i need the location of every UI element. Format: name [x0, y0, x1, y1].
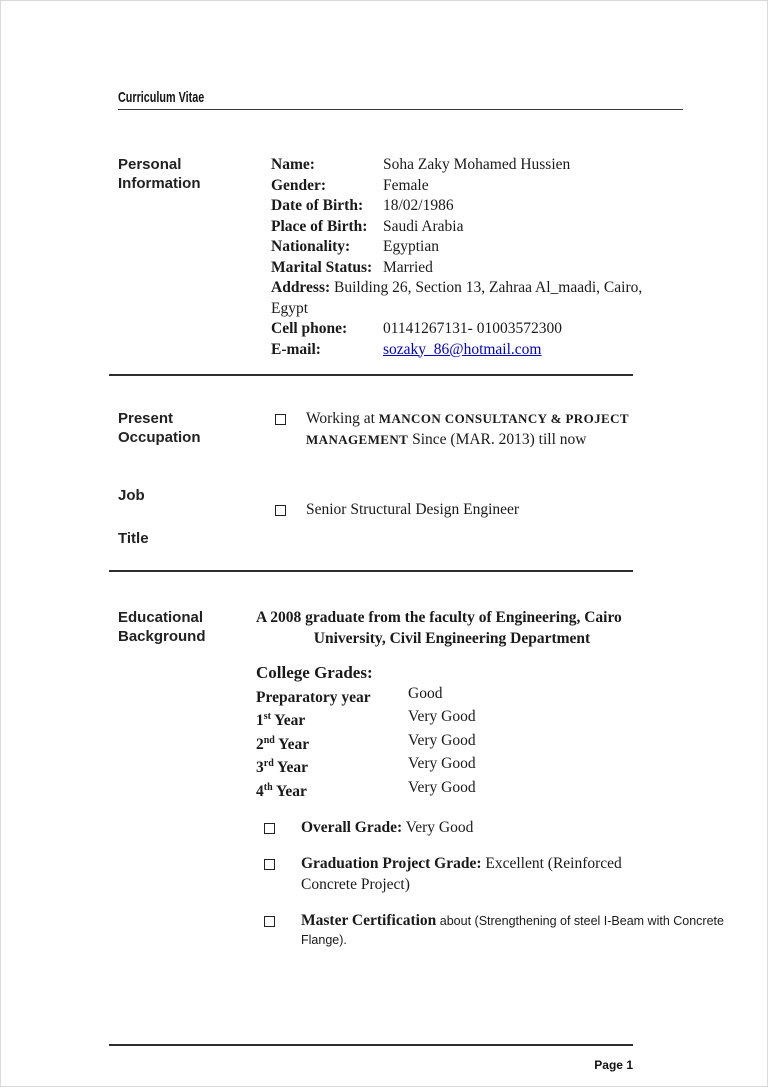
grade-row-year-1: 1st Year Very Good [256, 708, 476, 730]
present-occupation-content [271, 409, 643, 450]
field-address: Address: Building 26, Section 13, Zahraa Al_maadi, Cairo, Egypt [271, 279, 643, 317]
master-certification-item: Master Certification about (Strengthening of steel I-Beam with Concrete Flange). [256, 911, 734, 950]
square-bullet-icon [275, 414, 286, 425]
page-title: Curriculum Vitae [118, 89, 205, 106]
section-divider [109, 570, 633, 572]
graduate-statement: A 2008 graduate from the faculty of Engineering, Cairo University, Civil Engineering Department [256, 609, 622, 647]
grade-row-preparatory: Preparatory year Good [256, 684, 443, 706]
college-grades-heading: College Grades: [256, 663, 373, 682]
overall-grade-item: Overall Grade: Very Good [256, 818, 628, 839]
graduation-project-grade-item: Graduation Project Grade: Excellent (Reinforced Concrete Project) [256, 854, 628, 895]
square-bullet-icon [264, 823, 275, 834]
grade-row-year-4: 4th Year Very Good [256, 779, 476, 801]
field-name: Name: Soha Zaky Mohamed Hussien [271, 156, 571, 173]
educational-background-label: Educational Background [118, 609, 206, 645]
page-number: Page 1 [594, 1058, 633, 1073]
section-educational-background [118, 608, 767, 966]
section-divider [109, 374, 633, 376]
footer-divider [109, 1044, 633, 1046]
field-nationality: Nationality: Egyptian [271, 238, 439, 255]
grade-row-year-2: 2nd Year Very Good [256, 731, 476, 753]
field-marital-status: Marital Status: Married [271, 258, 433, 276]
company-name: MANCON CONSULTANCY & PROJECT MANAGEMENT [306, 411, 629, 447]
grade-row-year-3: 3rd Year Very Good [256, 755, 476, 777]
job-title-label: Job Title [118, 487, 149, 547]
job-title-content [271, 486, 643, 548]
occupation-bullet-item [271, 409, 643, 450]
personal-information-label: Personal Information [118, 156, 201, 192]
square-bullet-icon [275, 505, 286, 516]
job-title-text: Senior Structural Design Engineer [306, 501, 520, 518]
email-link[interactable]: sozaky_86@hotmail.com [383, 340, 542, 358]
field-place-of-birth: Place of Birth: Saudi Arabia [271, 217, 464, 235]
occupation-text: Working at MANCON CONSULTANCY & PROJECT MANAGEMENT Since (MAR. 2013) till now [306, 410, 629, 448]
educational-background-content [256, 608, 724, 966]
field-email: E-mail: sozaky_86@hotmail.com [271, 340, 542, 358]
personal-information-content [271, 155, 643, 360]
job-bullet-item [271, 500, 643, 521]
field-date-of-birth: Date of Birth: 18/02/1986 [271, 197, 454, 214]
college-grades-table [256, 685, 628, 802]
field-gender: Gender: Female [271, 176, 429, 194]
section-job-title [118, 486, 767, 548]
square-bullet-icon [264, 859, 275, 870]
present-occupation-label: Present Occupation [118, 410, 201, 446]
field-cell-phone: Cell phone: 01141267131- 01003572300 [271, 320, 562, 337]
title-divider [118, 109, 683, 110]
square-bullet-icon [264, 916, 275, 927]
section-personal-information [118, 155, 767, 360]
section-present-occupation [118, 409, 767, 450]
